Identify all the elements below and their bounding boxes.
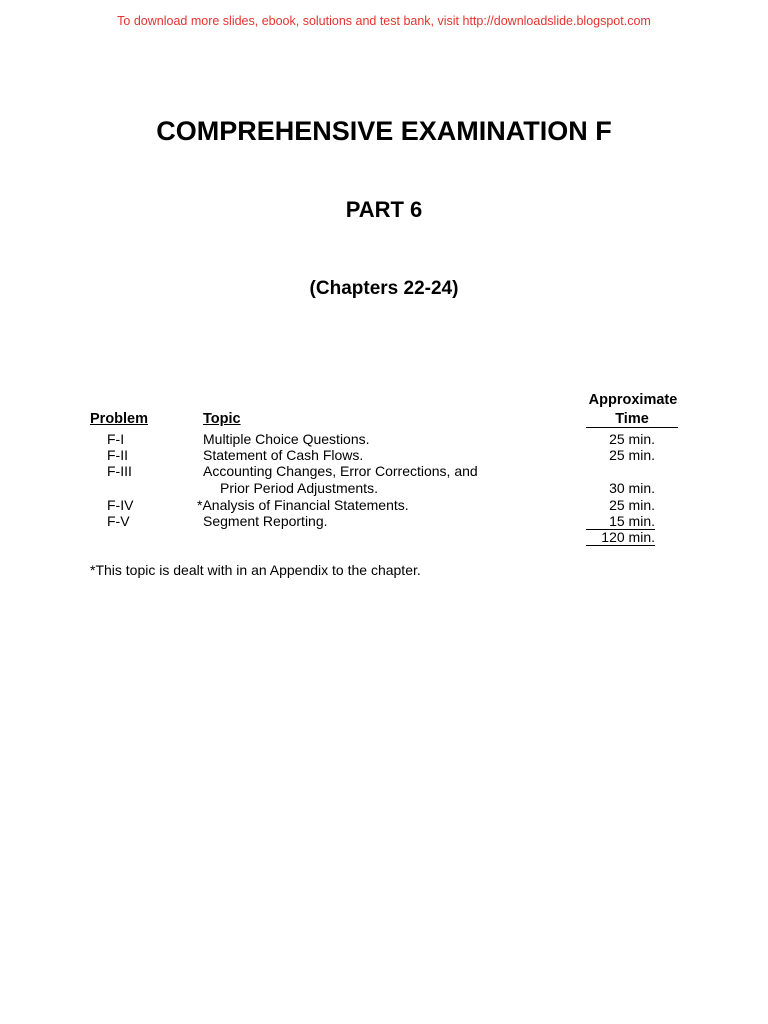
table-row-problem: F-V	[107, 513, 130, 529]
table-row-time: 15 min.	[586, 513, 655, 530]
column-header-problem: Problem	[90, 411, 149, 427]
page-title: COMPREHENSIVE EXAMINATION F	[156, 116, 612, 146]
chapters-subheading: (Chapters 22-24)	[309, 278, 459, 299]
table-row-problem: F-II	[107, 447, 128, 463]
total-time: 120 min.	[586, 529, 655, 546]
table-row-topic-continued: Prior Period Adjustments.	[220, 480, 378, 496]
column-header-approximate: Approximate	[588, 392, 678, 408]
table-row-topic: Statement of Cash Flows.	[203, 447, 364, 463]
table-row-topic: Accounting Changes, Error Corrections, and	[203, 463, 478, 479]
table-row-time: 30 min.	[609, 480, 655, 496]
table-row-problem: F-III	[107, 463, 132, 479]
table-row-problem: F-I	[107, 431, 125, 447]
table-row-time: 25 min.	[609, 497, 655, 513]
table-row-topic: Segment Reporting.	[203, 513, 328, 529]
download-banner-link[interactable]: To download more slides, ebook, solutions and test bank, visit http://downloadslide.blogspot.com	[117, 14, 651, 28]
table-row-time: 25 min.	[609, 447, 655, 463]
table-row-topic: *Analysis of Financial Statements.	[197, 497, 409, 513]
table-row-topic: Multiple Choice Questions.	[203, 431, 370, 447]
footnote: *This topic is dealt with in an Appendix to the chapter.	[90, 562, 421, 578]
column-header-time: Time	[586, 411, 678, 428]
table-row-problem: F-IV	[107, 497, 134, 513]
column-header-topic: Topic	[203, 411, 241, 427]
part-heading: PART 6	[345, 197, 423, 222]
table-row-time: 25 min.	[609, 431, 655, 447]
